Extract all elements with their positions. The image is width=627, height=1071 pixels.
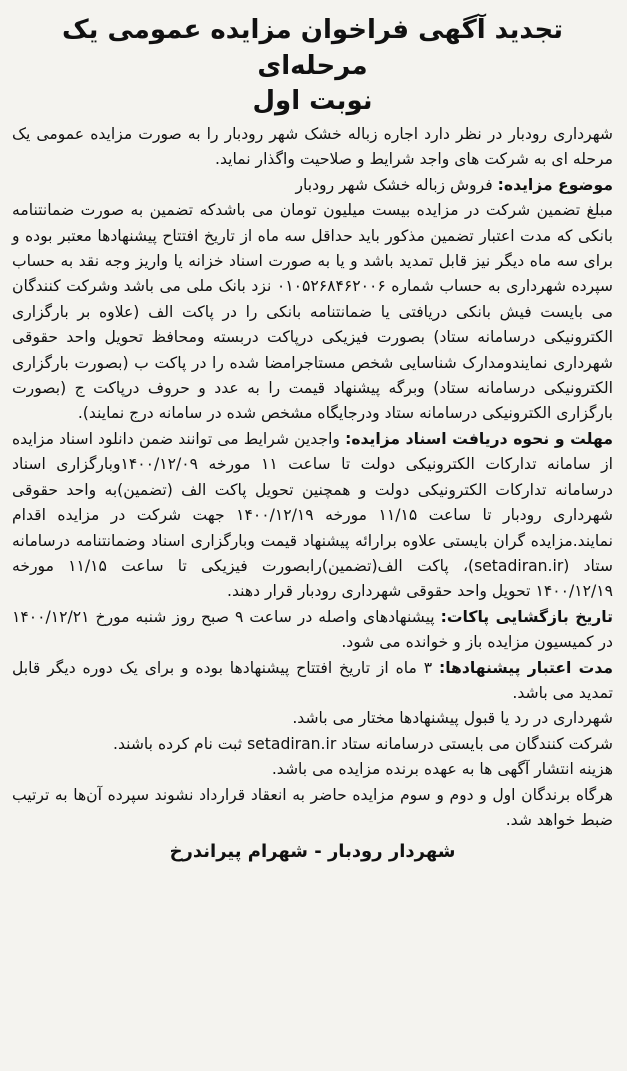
signature: شهردار رودبار - شهرام پیراندرخ bbox=[169, 841, 456, 863]
notice-subtitle: نوبت اول bbox=[252, 86, 373, 116]
opening-label: تاریخ بازگشایی پاکات: bbox=[440, 607, 613, 626]
deadline-text: واجدین شرایط می توانند ضمن دانلود اسناد مزایده از سامانه تدارکات الکترونیکی دولت تا ساعت ۱۱ مورخه ۱۴۰۰/۱۲/۰۹وبارگزاری اسناد درسامانه تدارکات الکترونیکی دولت و همچنین تحویل پاکت الف (تضمین)به واحد حقوقی شهرداری رودبار تا ساعت ۱۱/۱۵ مورخه ۱۴۰۰/۱۲/۱۹ جهت شرکت در مزایده اقدام نمایند.مزایده گران بایستی علاوه برارائه پیشنهاد قیمت وبارگزاری اسناد وضمانتنامه درسامانه ستاد (setadiran.ir)، پاکت الف(تضمین)رابصورت فیزیکی تا ساعت ۱۱/۱۵ مورخه ۱۴۰۰/۱۲/۱۹ تحویل واحد حقوقی شهرداری رودبار قرار دهند. bbox=[12, 429, 613, 601]
intro-paragraph: شهرداری رودبار در نظر دارد اجاره زباله خشک شهر رودبار را به صورت مزایده عمومی یک مرحله ای به شرکت های واجد شرایط و صلاحیت واگذار نماید. bbox=[12, 125, 613, 169]
reject-paragraph: شهرداری در رد یا قبول پیشنهادها مختار می باشد. bbox=[292, 709, 613, 728]
forfeit-paragraph: هرگاه برندگان اول و دوم و سوم مزایده حاضر به انعقاد قرارداد نشوند سپرده آن‌ها به ترتیب ضبط خواهد شد. bbox=[12, 785, 613, 829]
deadline-paragraph bbox=[12, 427, 613, 605]
opening-text: پیشنهادهای واصله در ساعت ۹ صبح روز شنبه مورخ ۱۴۰۰/۱۲/۲۱ در کمیسیون مزایده باز و خوانده می شود. bbox=[12, 607, 613, 652]
validity-text: ۳ ماه از تاریخ افتتاح پیشنهادها بوده و برای یک دوره دیگر قابل تمدید می باشد. bbox=[12, 658, 613, 702]
opening-paragraph bbox=[12, 605, 613, 656]
validity-label: مدت اعتبار پیشنهادها: bbox=[438, 658, 614, 677]
validity-paragraph bbox=[12, 656, 613, 707]
notice-title: تجدید آگهی فراخوان مزایده عمومی یک مرحله‌ای bbox=[62, 15, 563, 81]
register-paragraph: شرکت کنندگان می بایستی درسامانه ستاد setadiran.ir ثبت نام کرده باشند. bbox=[112, 734, 613, 753]
cost-paragraph: هزینه انتشار آگهی ها به عهده برنده مزایده می باشد. bbox=[271, 760, 613, 779]
subject-paragraph bbox=[12, 173, 613, 198]
subject-text: فروش زباله خشک شهر رودبار bbox=[295, 175, 493, 194]
guarantee-paragraph: مبلغ تضمین شرکت در مزایده بیست میلیون تومان می باشدکه تضمین به صورت ضمانتنامه بانکی که مدت اعتبار تضمین مذکور باید حداقل سه ماه از تاریخ افتتاح پیشنهادها معتبر بوده و برای سه ماه دیگر نیز قابل تمدید باشد و یا به صورت اسناد خزانه یا واریز وجه نقد به حساب سپرده شهرداری به حساب شماره ۰۱۰۵۲۶۸۴۶۲۰۰۶ نزد بانک ملی می باشد وشرکت کنندگان می بایست فیش بانکی دریافتی یا ضمانتنامه بانکی را در پاکت الف (علاوه بر بارگزاری الکترونیکی درسامانه ستاد) بصورت فیزیکی درپاکت دربسته ومحافظ تحویل واحد حقوقی شهرداری نمایندومدارک شناسایی شخص مستاجرامضا شده را در پاکت ب (بصورت بارگزاری الکترونیکی درسامانه ستاد) وبرگه پیشنهاد قیمت را به عدد و حروف درپاکت ج (بصورت بارگزاری الکترونیکی درسامانه ستاد ودرجایگاه مشخص شده در سامانه درج نمایند). bbox=[12, 201, 614, 423]
deadline-label: مهلت و نحوه دریافت اسناد مزایده: bbox=[345, 429, 613, 448]
subject-label: موضوع مزایده: bbox=[497, 175, 613, 194]
